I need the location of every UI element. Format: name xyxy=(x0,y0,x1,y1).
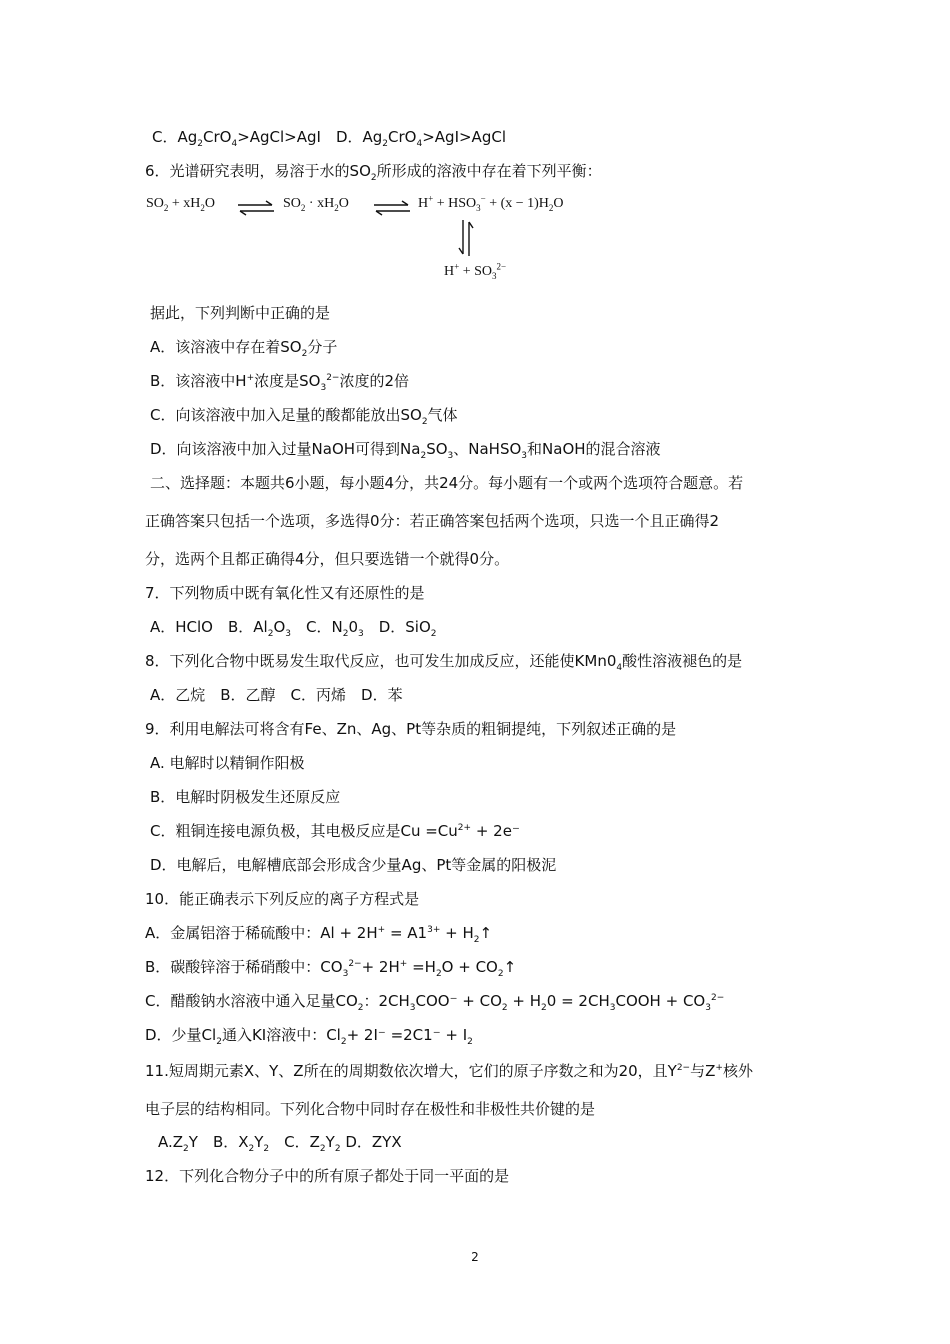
q5-options-cd: C．$Ag_2CrO_4>AgCl>AgI$ D．$Ag_2CrO_4>AgI>AgCl$ xyxy=(152,128,506,149)
equilibrium-arrow-icon xyxy=(236,200,276,216)
q10-option-b: B．碳酸锌溶于稀硝酸中：$CO_3^{2-}+ 2H^+ =H_2O$ + $CO_2↑$ xyxy=(145,958,517,979)
q6-option-d: D．向该溶液中加入过量NaOH可得到$Na_2SO_3$、NaHSO$_3$和NaOH的混合溶液 xyxy=(150,440,661,461)
q6-equilibrium-right: $H^+ + HSO_3^- + (x - 1)H_2O$ xyxy=(418,193,564,213)
q6-option-a: A．该溶液中存在着$SO_2$分子 xyxy=(150,338,338,359)
q6-lead: 据此，下列判断中正确的是 xyxy=(150,304,331,322)
page-number: 2 xyxy=(471,1250,479,1264)
section2-instructions-line1: 二、选择题：本题共6小题，每小题4分，共24分。每小题有一个或两个选项符合题意。若 xyxy=(150,474,744,492)
equilibrium-arrow-icon xyxy=(372,200,412,216)
section2-instructions-line2: 正确答案只包括一个选项，多选得0分：若正确答案包括两个选项，只选一个且正确得2 xyxy=(145,512,720,530)
q6-stem: 6．光谱研究表明，易溶于水的$SO_2$所形成的溶液中存在着下列平衡： xyxy=(145,162,602,183)
q11-stem: 11.短周期元素X、Y、Z所在的周期数依次增大，它们的原子序数之和为20，且$Y^{2-}$与Z+核外 xyxy=(145,1062,753,1080)
q6-equilibrium-left: $SO_2 + xH_2O$ xyxy=(146,196,216,213)
q9-option-a: A. 电解时以精铜作阳极 xyxy=(150,754,305,772)
q10-stem: 10．能正确表示下列反应的离子方程式是 xyxy=(145,890,420,908)
q11-stem-line2: 电子层的结构相同。下列化合物中同时存在极性和非极性共价键的是 xyxy=(145,1100,596,1118)
q11-options: $A.Z_2Y$ B．$X_2Y_2$ C．$Z_2Y_2$ D．ZYX xyxy=(158,1133,402,1154)
q12-stem: 12．下列化合物分子中的所有原子都处于同一平面的是 xyxy=(145,1167,510,1185)
q9-option-d: D．电解后，电解槽底部会形成含少量Ag、Pt等金属的阳极泥 xyxy=(150,856,557,874)
section2-instructions-line3: 分，选两个且都正确得4分，但只要选错一个就得0分。 xyxy=(145,550,510,568)
q10-option-d: D．少量$Cl_2$通入KI溶液中：$Cl_2+ 2I^- =2C1^- + I_2$ xyxy=(145,1026,473,1047)
q10-option-a: A．金属铝溶于稀硫酸中：$Al + 2H^+ = A1^{3+}$ + $H_2↑$ xyxy=(145,924,493,945)
q9-stem: 9．利用电解法可将含有Fe、Zn、Ag、Pt等杂质的粗铜提纯，下列叙述正确的是 xyxy=(145,720,677,738)
q6-option-c: C．向该溶液中加入足量的酸都能放出$SO_2$气体 xyxy=(150,406,458,427)
q9-option-c: C．粗铜连接电源负极，其电极反应是$Cu =Cu^{2+} + 2e^-$ xyxy=(150,822,520,840)
vertical-equilibrium-arrow-icon xyxy=(458,218,474,258)
q9-option-b: B．电解时阴极发生还原反应 xyxy=(150,788,341,806)
q8-options: A．乙烷 B．乙醇 C．丙烯 D．苯 xyxy=(150,686,403,704)
q6-equilibrium-bottom: $H^+ + SO_3^{2-}$ xyxy=(444,261,507,281)
q6-equilibrium-mid: $SO_2 \cdot xH_2O$ xyxy=(283,196,349,213)
q7-options: A．HClO B．$Al_2O_3$ C．$N_20_3$ D．SiO$_2$ xyxy=(150,618,437,639)
q6-option-b: B．该溶液中H+浓度是$SO_3^{2-}$浓度的2倍 xyxy=(150,372,410,393)
q7-stem: 7．下列物质中既有氧化性又有还原性的是 xyxy=(145,584,425,602)
q10-option-c: C．醋酸钠水溶液中通入足量$CO_2$：$2CH_3COO^- + CO_2 + H_20$ = $2CH_3COOH + CO_3^{2-}$ xyxy=(145,992,725,1013)
q8-stem: 8．下列化合物中既易发生取代反应，也可发生加成反应，还能使$KMn0_4$酸性溶液褪色的是 xyxy=(145,652,743,673)
